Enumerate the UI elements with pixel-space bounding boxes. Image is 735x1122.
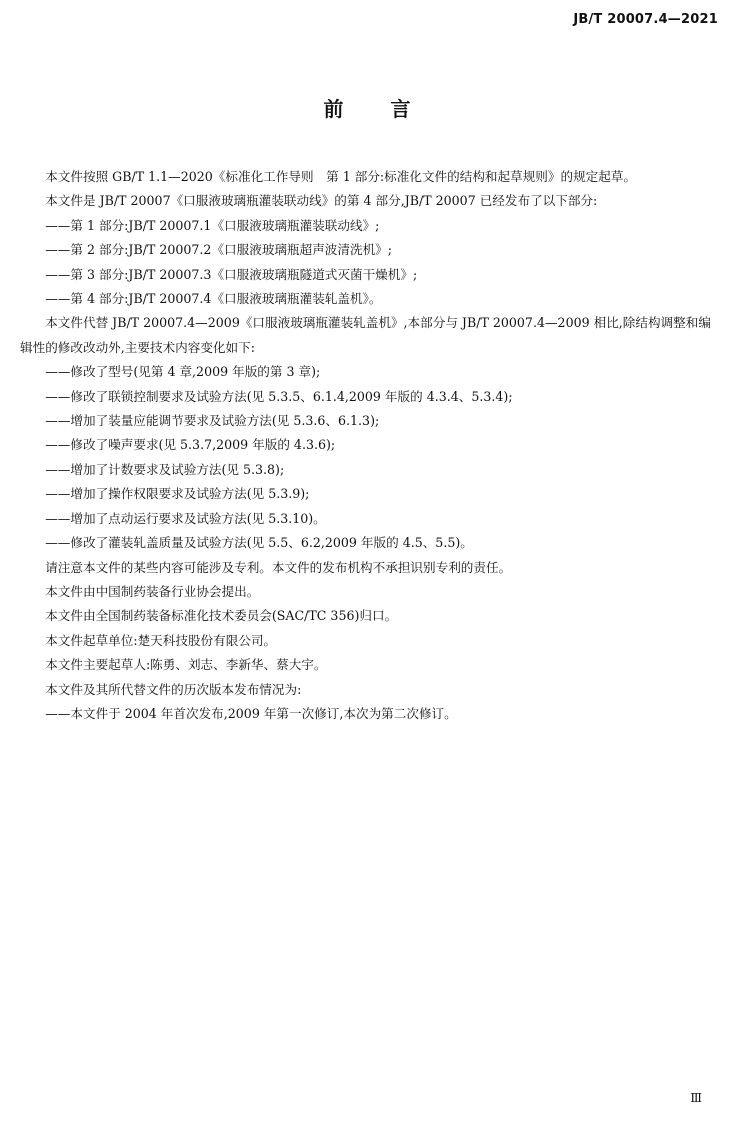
paragraph-drafting-rules: 本文件按照 GB/T 1.1—2020《标准化工作导则 第 1 部分:标准化文件的结构和起草规则》的规定起草。 (45, 169, 637, 184)
list-item-change-5: ——增加了计数要求及试验方法(见 5.3.8); (45, 461, 285, 477)
paragraph-replacement: 本文件代替 JB/T 20007.4—2009《口服液玻璃瓶灌装轧盖机》,本部分与 JB/T 20007.4—2009 相比,除结构调整和编辑性的修改改动外,主要技术内容变化如下: (20, 315, 711, 355)
list-item-part-3: ——第 3 部分:JB/T 20007.3《口服液玻璃瓶隧道式灭菌干燥机》; (45, 266, 418, 282)
title-char-1: 前 (323, 97, 345, 121)
list-item-change-3: ——增加了装量应能调节要求及试验方法(见 5.3.6、6.1.3); (45, 413, 380, 429)
list-item-change-2: ——修改了联锁控制要求及试验方法(见 5.3.5、6.1.4,2009 年版的 4.3.4、5.3.4); (45, 388, 513, 404)
list-item-part-1: ——第 1 部分:JB/T 20007.1《口服液玻璃瓶灌装联动线》; (45, 217, 380, 233)
page-number: Ⅲ (690, 1091, 702, 1105)
list-item-change-4: ——修改了噪声要求(见 5.3.7,2009 年版的 4.3.6); (45, 437, 336, 453)
paragraph-committee: 本文件由全国制药装备标准化技术委员会(SAC/TC 356)归口。 (45, 608, 398, 624)
list-item-change-1: ——修改了型号(见第 4 章,2009 年版的第 3 章); (45, 364, 321, 380)
list-item-change-7: ——增加了点动运行要求及试验方法(见 5.3.10)。 (45, 510, 326, 526)
list-item-change-6: ——增加了操作权限要求及试验方法(见 5.3.9); (45, 486, 310, 502)
paragraph-history-intro: 本文件及其所代替文件的历次版本发布情况为: (45, 681, 302, 697)
paragraph-drafting-unit: 本文件起草单位:楚天科技股份有限公司。 (45, 632, 277, 648)
paragraph-series-intro: 本文件是 JB/T 20007《口服液玻璃瓶灌装联动线》的第 4 部分,JB/T 20007 已经发布了以下部分: (45, 193, 598, 209)
paragraph-drafters: 本文件主要起草人:陈勇、刘志、李新华、蔡大宇。 (45, 657, 327, 673)
list-item-part-2: ——第 2 部分:JB/T 20007.2《口服液玻璃瓶超声波清洗机》; (45, 242, 393, 258)
standard-number-header: JB/T 20007.4—2021 (573, 12, 718, 27)
page-title (0, 93, 735, 122)
list-item-change-8: ——修改了灌装轧盖质量及试验方法(见 5.5、6.2,2009 年版的 4.5、5.5)。 (45, 535, 473, 551)
list-item-part-4: ——第 4 部分:JB/T 20007.4《口服液玻璃瓶灌装轧盖机》。 (45, 291, 382, 307)
paragraph-patent-notice: 请注意本文件的某些内容可能涉及专利。本文件的发布机构不承担识别专利的责任。 (45, 559, 512, 575)
title-char-2: 言 (390, 97, 412, 121)
foreword-body (20, 165, 720, 726)
paragraph-proposer: 本文件由中国制药装备行业协会提出。 (45, 583, 260, 599)
list-item-history: ——本文件于 2004 年首次发布,2009 年第一次修订,本次为第二次修订。 (45, 705, 457, 721)
